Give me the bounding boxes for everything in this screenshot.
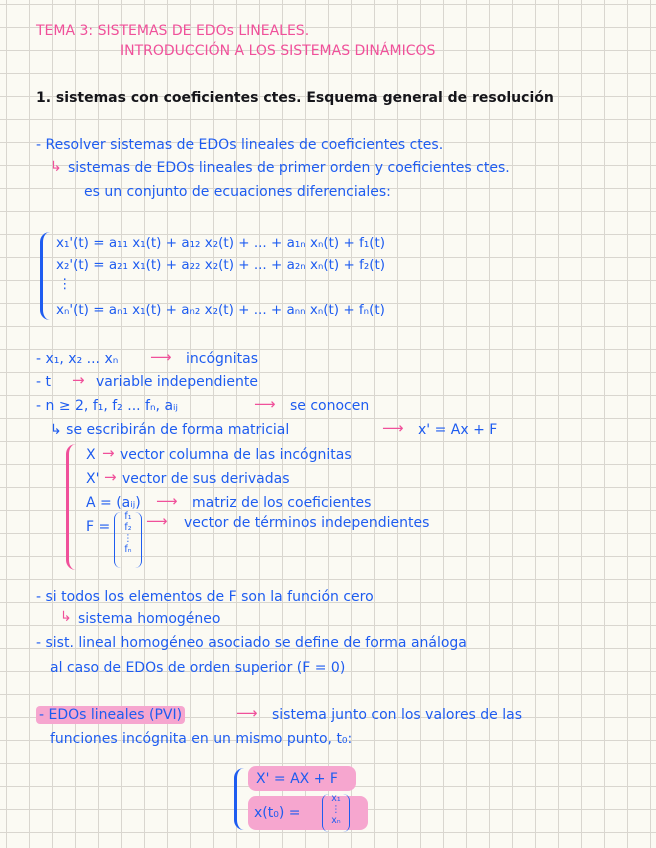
equation-1: x₁'(t) = a₁₁ x₁(t) + a₁₂ x₂(t) + ... + a₁ₙ xₙ(t) + f₁(t) <box>56 235 386 251</box>
vec-xprime-label: X' <box>86 471 100 487</box>
homog-line-4: al caso de EDOs de orden superior (F = 0) <box>50 660 346 676</box>
vec-xprime-text: vector de sus derivadas <box>122 471 290 487</box>
pvi-initial-vector <box>322 794 350 832</box>
pvi-vector-entry: x₁ <box>331 793 341 804</box>
vec-f-label: F = <box>86 519 111 535</box>
def-unknowns-text: incógnitas <box>186 351 259 367</box>
homog-line-2: sistema homogéneo <box>78 611 221 627</box>
intro-line-2: sistemas de EDOs lineales de primer orden y coeficientes ctes. <box>68 160 510 176</box>
def-matrix-arrow: ⟶ <box>382 419 404 437</box>
equation-2: x₂'(t) = a₂₁ x₁(t) + a₂₂ x₂(t) + ... + a₂ₙ xₙ(t) + f₂(t) <box>56 257 386 273</box>
pvi-text-2: funciones incógnita en un mismo punto, t₀: <box>50 731 353 747</box>
def-unknowns-label: - x₁, x₂ ... xₙ <box>36 351 119 367</box>
vec-f-text: vector de términos independientes <box>184 515 430 531</box>
homog-line-3: - sist. lineal homogéneo asociado se define de forma análoga <box>36 635 467 651</box>
pvi-vector-entry: xₙ <box>331 814 341 826</box>
vec-f-entry: ⋮ <box>123 532 133 544</box>
vec-f-entry: fₙ <box>124 543 132 555</box>
system-brace <box>40 232 51 320</box>
def-unknowns-arrow: ⟶ <box>150 348 172 366</box>
def-known-label: - n ≥ 2, f₁, f₂ ... fₙ, aᵢⱼ <box>36 398 178 414</box>
vec-f-arrow: ⟶ <box>146 512 168 530</box>
pvi-equation-1: X' = AX + F <box>256 771 338 787</box>
pvi-arrow: ⟶ <box>236 704 258 722</box>
vec-x-label: X <box>86 447 96 463</box>
matrix-a-text: matriz de los coeficientes <box>192 495 372 511</box>
matrix-a-arrow: ⟶ <box>156 492 178 510</box>
matrix-defs-brace <box>66 444 77 570</box>
homog-arrow: ↳ <box>60 609 72 625</box>
intro-arrow: ↳ <box>50 159 62 175</box>
intro-line-3: es un conjunto de ecuaciones diferenciales: <box>84 184 391 200</box>
equation-dots: ⋮ <box>58 276 72 292</box>
section-title: 1. sistemas con coeficientes ctes. Esquema general de resolución <box>36 90 554 106</box>
pvi-label <box>36 708 185 722</box>
def-t-arrow: → <box>72 371 85 389</box>
equation-n: xₙ'(t) = aₙ₁ x₁(t) + aₙ₂ x₂(t) + ... + aₙₙ xₙ(t) + fₙ(t) <box>56 302 385 318</box>
intro-line-1: - Resolver sistemas de EDOs lineales de coeficientes ctes. <box>36 137 444 153</box>
vec-x-arrow: → <box>102 444 115 462</box>
pvi-text-1: sistema junto con los valores de las <box>272 707 523 723</box>
def-known-arrow: ⟶ <box>254 395 276 413</box>
def-t-text: variable independiente <box>96 374 258 390</box>
pvi-highlight: - EDOs lineales (PVI) <box>36 706 185 724</box>
def-matrix-form: x' = Ax + F <box>418 422 498 438</box>
vec-f-entry: f₁ <box>124 511 132 522</box>
homog-line-1: - si todos los elementos de F son la función cero <box>36 589 374 605</box>
def-t-label: - t <box>36 374 51 390</box>
vec-f-entry: f₂ <box>124 521 132 533</box>
pvi-vector-entry: ⋮ <box>331 803 341 815</box>
pvi-brace <box>234 768 245 830</box>
vec-xprime-arrow: → <box>104 468 117 486</box>
pvi-equation-2-left: x(t₀) = <box>254 805 301 821</box>
def-known-text: se conocen <box>290 398 370 414</box>
chapter-title: TEMA 3: SISTEMAS DE EDOs LINEALES. <box>36 23 310 39</box>
def-matrix-label: ↳ se escribirán de forma matricial <box>50 422 290 438</box>
vec-f-column <box>114 512 142 568</box>
matrix-a-label: A = (aᵢⱼ) <box>86 495 141 511</box>
chapter-subtitle: INTRODUCCIÓN A LOS SISTEMAS DINÁMICOS <box>120 43 436 59</box>
vec-x-text: vector columna de las incógnitas <box>120 447 352 463</box>
